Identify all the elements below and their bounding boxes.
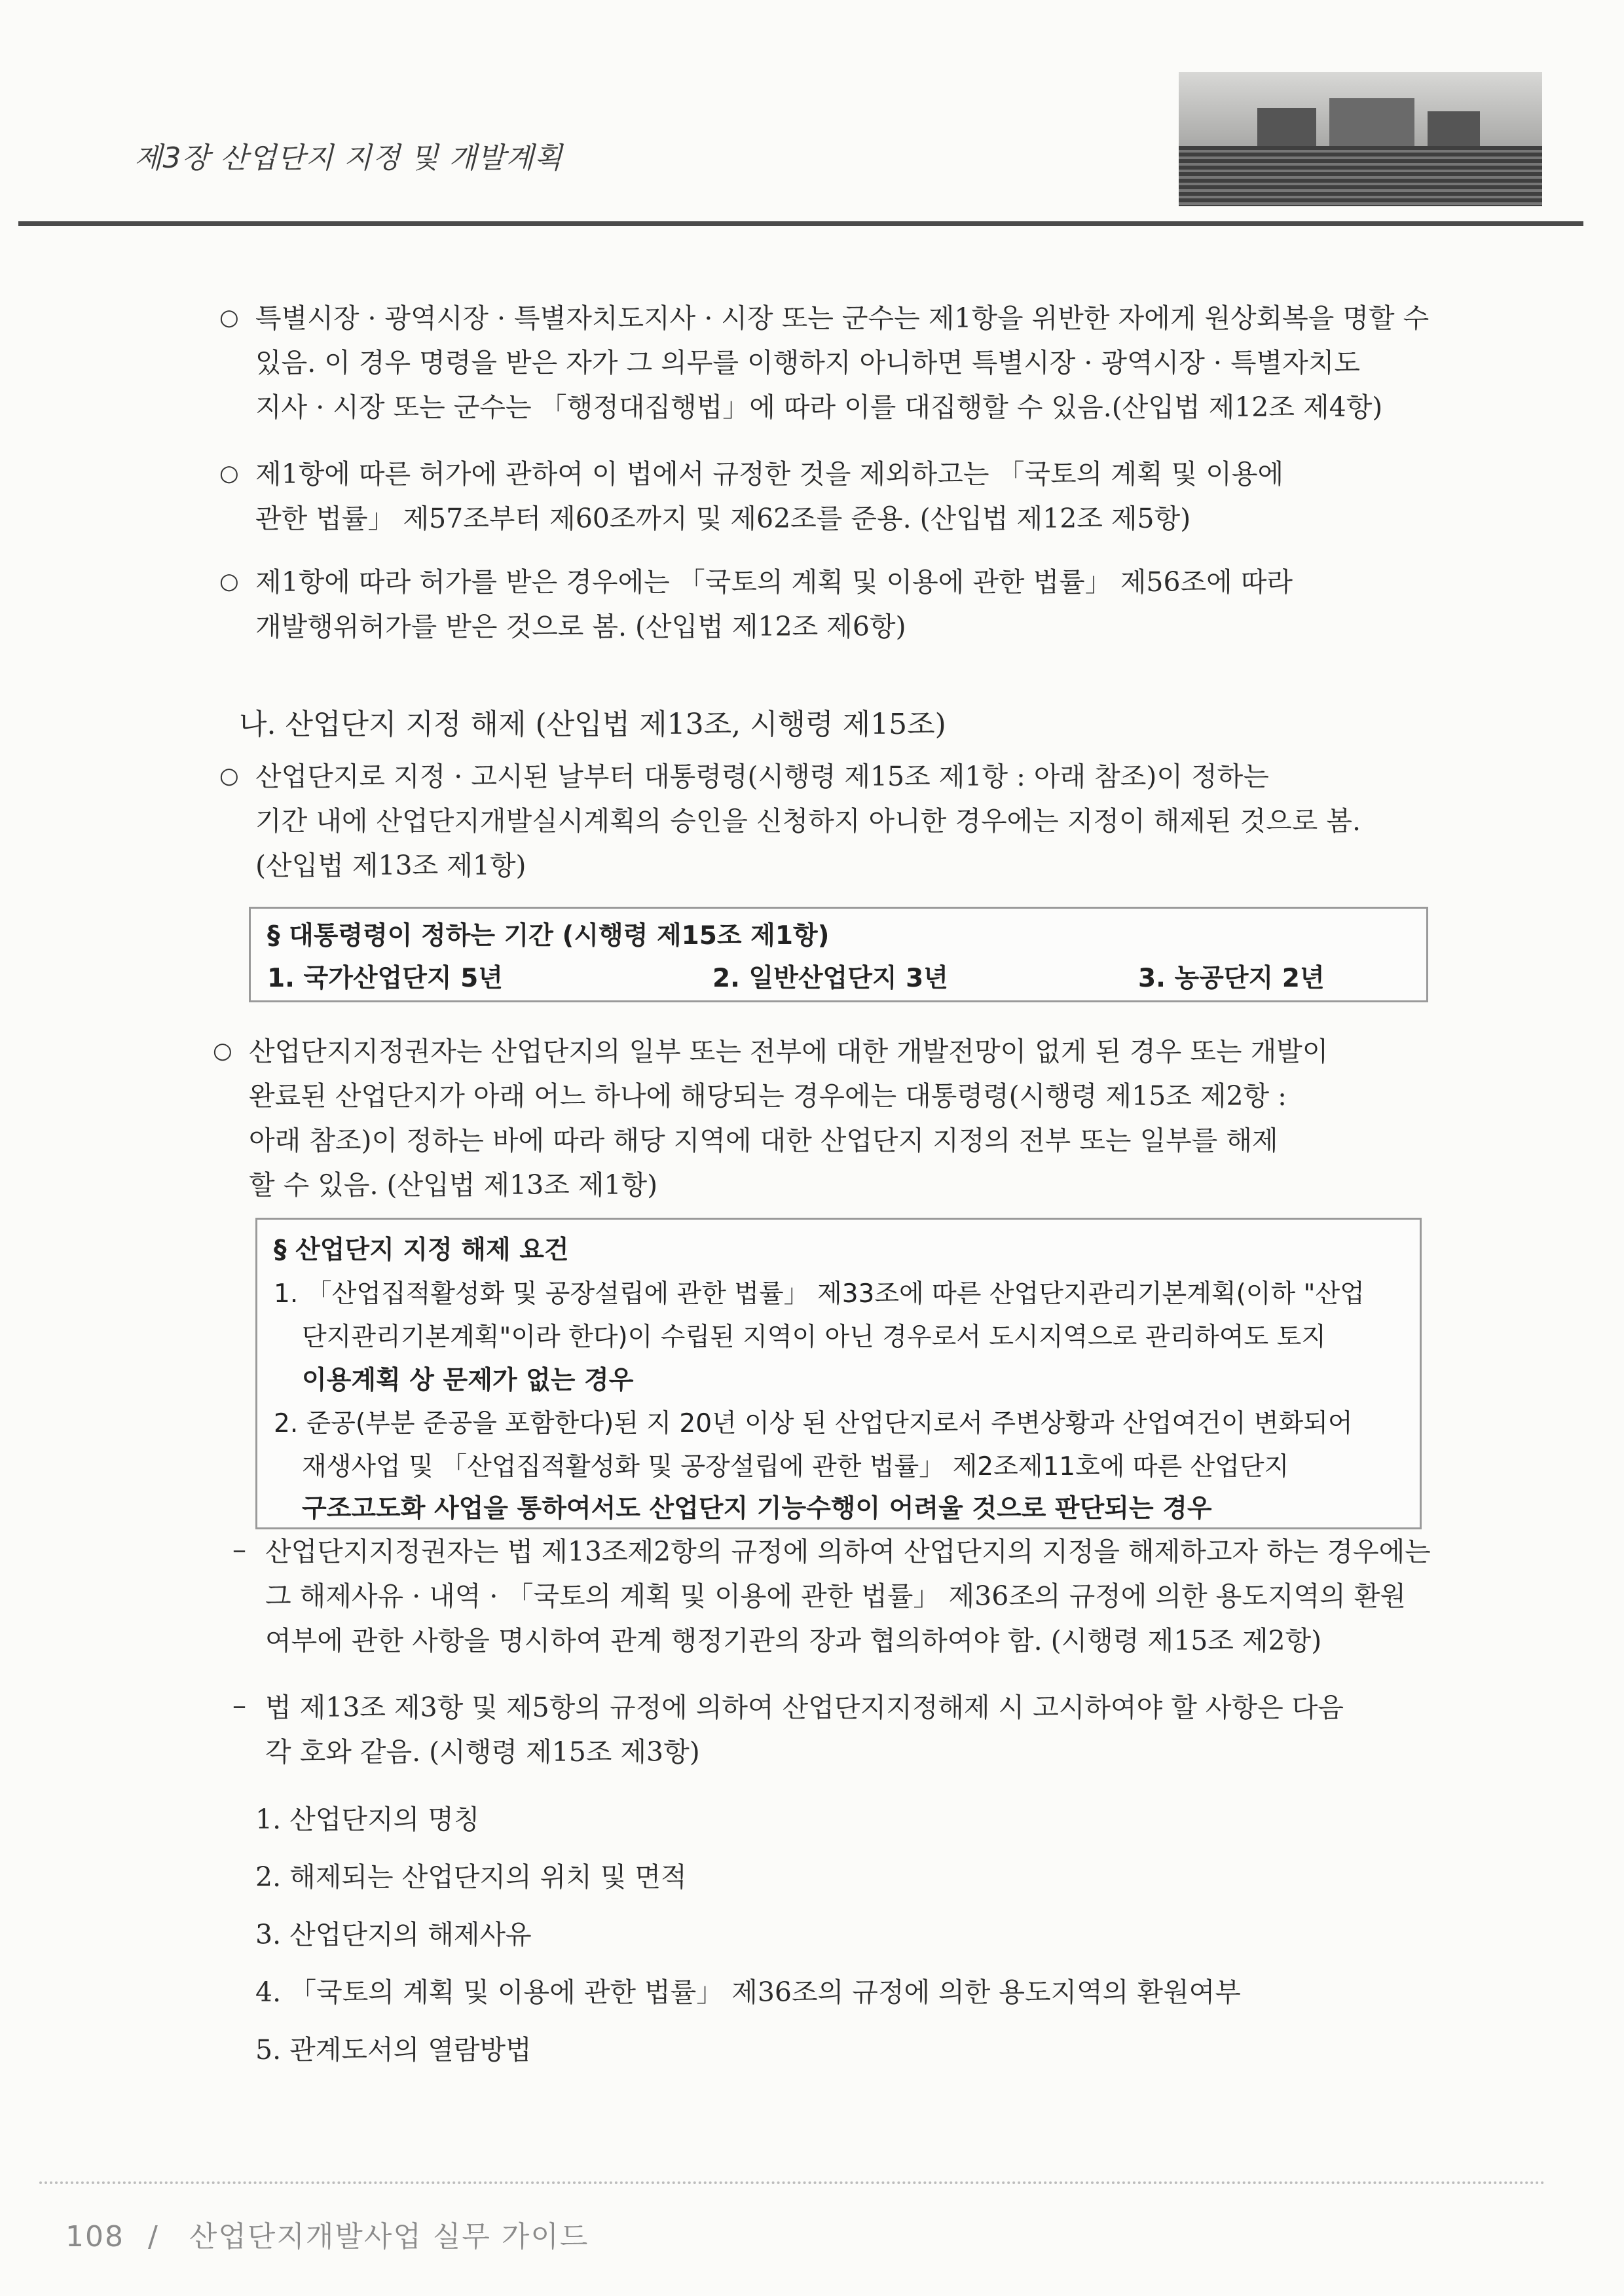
book-title: 산업단지개발사업 실무 가이드: [189, 2220, 589, 2253]
box-title: § 산업단지 지정 해제 요건: [274, 1235, 569, 1265]
list-item: 3. 산업단지의 해제사유: [255, 1919, 532, 1950]
text-line: 있음. 이 경우 명령을 받은 자가 그 의무를 이행하지 아니하면 특별시장 · 광역시장 · 특별자치도: [255, 347, 1360, 378]
text-line: 법 제13조 제3항 및 제5항의 규정에 의하여 산업단지지정해제 시 고시하여야 할 사항은 다음: [265, 1692, 1344, 1723]
header-photo: [1179, 72, 1542, 206]
text-line: 산업단지로 지정 · 고시된 날부터 대통령령(시행령 제15조 제1항 : 아래 참조)이 정하는: [255, 761, 1269, 792]
header-rule: [18, 221, 1583, 226]
list-item: 4. 「국토의 계획 및 이용에 관한 법률」 제36조의 규정에 의한 용도지역의 환원여부: [255, 1977, 1241, 2008]
text-line: 기간 내에 산업단지개발실시계획의 승인을 신청하지 아니한 경우에는 지정이 해제된 것으로 봄.: [255, 805, 1361, 837]
list-item: 1. 산업단지의 명칭: [255, 1804, 480, 1835]
box-line: 재생사업 및 「산업집적활성화 및 공장설립에 관한 법률」 제2조제11호에 따른 산업단지: [302, 1452, 1289, 1482]
info-box-release-requirements: [255, 1218, 1422, 1529]
box-item: 3. 농공단지 2년: [1138, 964, 1325, 993]
bullet-circle: ○: [219, 763, 239, 789]
text-line: 개발행위허가를 받은 것으로 봄. (산입법 제12조 제6항): [255, 611, 906, 642]
text-line: 산업단지지정권자는 법 제13조제2항의 규정에 의하여 산업단지의 지정을 해제하고자 하는 경우에는: [265, 1536, 1431, 1567]
section-heading: 나. 산업단지 지정 해제 (산입법 제13조, 시행령 제15조): [239, 708, 946, 741]
paragraph: [255, 754, 1361, 888]
text-line: 제1항에 따른 허가에 관하여 이 법에서 규정한 것을 제외하고는 「국토의 계획 및 이용에: [255, 458, 1284, 490]
bullet-dash: –: [232, 1533, 246, 1565]
numbered-list: [255, 1791, 1241, 2079]
text-line: 각 호와 같음. (시행령 제15조 제3항): [265, 1736, 700, 1768]
paragraph: [249, 1029, 1328, 1207]
box-item: 1. 국가산업단지 5년: [267, 964, 503, 993]
text-line: 할 수 있음. (산입법 제13조 제1항): [249, 1169, 658, 1201]
bullet-dash: –: [232, 1689, 246, 1721]
page-number: 108: [65, 2220, 124, 2253]
box-line: 1. 「산업집적활성화 및 공장설립에 관한 법률」 제33조에 따른 산업단지관리기본계획(이하 "산업: [274, 1279, 1365, 1309]
box-line: 이용계획 상 문제가 없는 경우: [302, 1366, 634, 1395]
text-line: (산입법 제13조 제1항): [255, 850, 526, 881]
paragraph: [255, 452, 1283, 541]
text-line: 그 해제사유 · 내역 · 「국토의 계획 및 이용에 관한 법률」 제36조의 규정에 의한 용도지역의 환원: [265, 1580, 1406, 1612]
box-line: 구조고도화 사업을 통하여서도 산업단지 기능수행이 어려울 것으로 판단되는 경우: [302, 1494, 1212, 1523]
text-line: 특별시장 · 광역시장 · 특별자치도지사 · 시장 또는 군수는 제1항을 위반한 자에게 원상회복을 명할 수: [255, 302, 1430, 334]
box-item: 2. 일반산업단지 3년: [712, 964, 948, 993]
box-line: 단지관리기본계획"이라 한다)이 수립된 지역이 아닌 경우로서 도시지역으로 관리하여도 토지: [302, 1322, 1326, 1352]
box-title: § 대통령령이 정하는 기간 (시행령 제15조 제1항): [267, 921, 830, 951]
footer-rule: [39, 2181, 1545, 2184]
page-header: [0, 0, 1624, 236]
text-line: 산업단지지정권자는 산업단지의 일부 또는 전부에 대한 개발전망이 없게 된 경우 또는 개발이: [249, 1036, 1329, 1067]
text-line: 아래 참조)이 정하는 바에 따라 해당 지역에 대한 산업단지 지정의 전부 또는 일부를 해제: [249, 1125, 1278, 1156]
bullet-circle: ○: [219, 304, 239, 331]
text-line: 제1항에 따라 허가를 받은 경우에는 「국토의 계획 및 이용에 관한 법률」 제56조에 따라: [255, 566, 1293, 598]
paragraph: [265, 1529, 1431, 1663]
footer-separator: /: [147, 2220, 159, 2253]
text-line: 여부에 관한 사항을 명시하여 관계 행정기관의 장과 협의하여야 함. (시행령 제15조 제2항): [265, 1625, 1322, 1656]
info-box-period: [249, 907, 1428, 1002]
bullet-circle: ○: [219, 568, 239, 594]
text-line: 완료된 산업단지가 아래 어느 하나에 해당되는 경우에는 대통령령(시행령 제15조 제2항 :: [249, 1080, 1287, 1112]
text-line: 지사 · 시장 또는 군수는 「행정대집행법」에 따라 이를 대집행할 수 있음.(산입법 제12조 제4항): [255, 392, 1383, 423]
bullet-circle: ○: [213, 1038, 232, 1064]
page-footer: [65, 2213, 589, 2255]
box-line: 2. 준공(부분 준공을 포함한다)된 지 20년 이상 된 산업단지로서 주변상황과 산업여건이 변화되어: [274, 1409, 1353, 1438]
paragraph: [255, 560, 1293, 649]
chapter-title: 제3장 산업단지 지정 및 개발계획: [134, 141, 563, 175]
paragraph: [255, 296, 1429, 429]
bullet-circle: ○: [219, 460, 239, 486]
list-item: 5. 관계도서의 열람방법: [255, 2034, 532, 2066]
paragraph: [265, 1685, 1344, 1774]
list-item: 2. 해제되는 산업단지의 위치 및 면적: [255, 1861, 687, 1893]
text-line: 관한 법률」 제57조부터 제60조까지 및 제62조를 준용. (산입법 제12조 제5항): [255, 503, 1191, 534]
